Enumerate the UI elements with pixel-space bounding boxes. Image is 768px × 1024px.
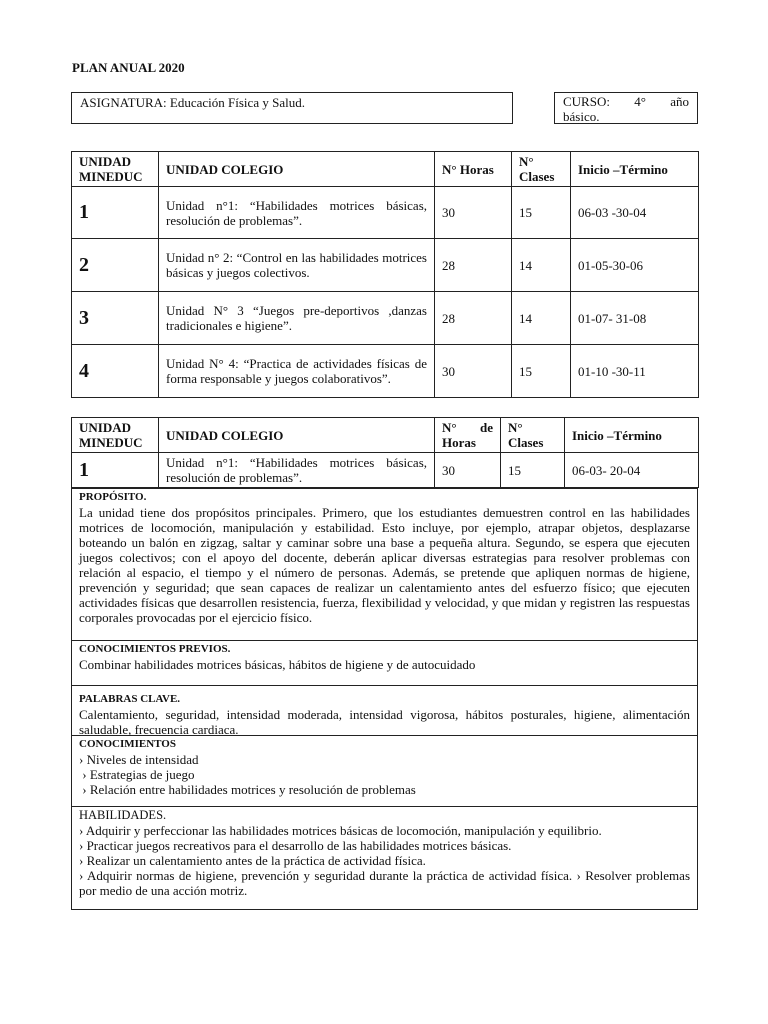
unit-dates: 01-05-30-06 — [571, 239, 699, 292]
curso-box — [554, 92, 698, 124]
proposito-text: La unidad tiene dos propósitos principales. Primero, que los estudiantes demuestren control en las habilidades motrices de locomoción, manipulación y estabilidad. Esto incluye, por ejemplo, atrapar objetos, desplazarse boteando un balón en zigzag, saltar y caminar sobre una base a pequeña altura. Segundo, se espera que ejecuten juegos colectivos; con el apoyo del docente, deberán aplicar diversas estrategias para resolver problemas con relación al espacio, el tiempo y el número de personas. Además, se pretende que apliquen normas de higiene, prevención y seguridad; que sean capaces de realizar un calentamiento antes del esfuerzo físico; que ejecuten actividades físicas que desarrollen resistencia, fuerza, flexibilidad y velocidad, y que midan y registren las respuestas corporales provocadas por el ejercicio físico. — [79, 505, 690, 625]
unit-dates: 01-07- 31-08 — [571, 292, 699, 345]
table-row — [72, 453, 699, 488]
unit-number: 3 — [72, 292, 159, 345]
header-clases: N° Clases — [501, 418, 565, 453]
unit-description: Unidad n°1: “Habilidades motrices básicas, resolución de problemas”. — [159, 187, 435, 239]
unit-classes: 15 — [512, 345, 571, 398]
unit-classes: 15 — [501, 453, 565, 488]
curso-year-word: año — [670, 94, 689, 109]
palabras-text: Calentamiento, seguridad, intensidad moderada, intensidad vigorosa, hábitos posturales, higiene, alimentación saludable, frecuencia cardiaca. — [79, 707, 690, 737]
unit-classes: 14 — [512, 239, 571, 292]
curso-line2: básico. — [563, 109, 600, 124]
unit-classes: 14 — [512, 292, 571, 345]
list-item: › Adquirir y perfeccionar las habilidades motrices básicas de locomoción, manipulación y equilibrio. — [79, 823, 602, 838]
header-clases: N° Clases — [512, 152, 571, 187]
palabras-section — [72, 686, 697, 736]
header-unidad-colegio: UNIDAD COLEGIO — [159, 418, 435, 453]
list-item: › Relación entre habilidades motrices y resolución de problemas — [79, 782, 416, 797]
unit-hours: 30 — [435, 187, 512, 239]
unit-hours: 30 — [435, 345, 512, 398]
header-unidad-mineduc: UNIDAD MINEDUC — [72, 152, 159, 187]
document-title: PLAN ANUAL 2020 — [72, 60, 185, 75]
units-table — [71, 151, 699, 398]
unit-number: 1 — [72, 453, 159, 488]
unit-description: Unidad N° 3 “Juegos pre-deportivos ,danzas tradicionales e higiene”. — [159, 292, 435, 345]
unit-description: Unidad n° 2: “Control en las habilidades motrices básicas y juegos colectivos. — [159, 239, 435, 292]
header-inicio-termino: Inicio –Término — [571, 152, 699, 187]
unit-description: Unidad n°1: “Habilidades motrices básicas, resolución de problemas”. — [159, 453, 435, 488]
unit-hours: 30 — [435, 453, 501, 488]
unit-description: Unidad N° 4: “Practica de actividades físicas de forma responsable y juegos colaborativos”. — [159, 345, 435, 398]
header-unidad-mineduc: UNIDAD MINEDUC — [72, 418, 159, 453]
list-item: › Niveles de intensidad — [79, 752, 199, 767]
header-horas: N° Horas — [435, 152, 512, 187]
unit-hours: 28 — [435, 292, 512, 345]
conocimientos-heading: CONOCIMIENTOS — [79, 738, 176, 750]
unit-number: 4 — [72, 345, 159, 398]
table-row — [72, 345, 699, 398]
unit-number: 1 — [72, 187, 159, 239]
habilidades-heading: HABILIDADES. — [79, 808, 167, 822]
list-item: › Practicar juegos recreativos para el desarrollo de las habilidades motrices básicas. — [79, 838, 512, 853]
palabras-heading: PALABRAS CLAVE. — [79, 693, 181, 705]
previos-section — [72, 641, 697, 686]
curso-grade: 4° — [634, 94, 646, 109]
table-row — [72, 292, 699, 345]
header-horas: N° de Horas — [435, 418, 501, 453]
list-item: › Realizar un calentamiento antes de la práctica de actividad física. — [79, 853, 426, 868]
unit-classes: 15 — [512, 187, 571, 239]
asignatura-box: ASIGNATURA: Educación Física y Salud. — [71, 92, 513, 124]
header-unidad-colegio: UNIDAD COLEGIO — [159, 152, 435, 187]
unit-dates: 06-03- 20-04 — [565, 453, 699, 488]
table-row — [72, 187, 699, 239]
unit-number: 2 — [72, 239, 159, 292]
previos-text: Combinar habilidades motrices básicas, hábitos de higiene y de autocuidado — [79, 657, 476, 672]
habilidades-section — [72, 807, 697, 909]
unit1-table — [71, 417, 699, 488]
list-item: › Adquirir normas de higiene, prevención y seguridad durante la práctica de actividad física. › Resolver problemas por medio de una acción motriz. — [79, 868, 690, 898]
previos-heading: CONOCIMIENTOS PREVIOS. — [79, 643, 231, 655]
table-row — [72, 239, 699, 292]
proposito-heading: PROPÓSITO. — [79, 491, 147, 503]
unit-dates: 06-03 -30-04 — [571, 187, 699, 239]
curso-label: CURSO: — [563, 94, 610, 109]
proposito-section — [72, 489, 697, 641]
unit-detail-box — [71, 488, 698, 910]
list-item: › Estrategias de juego — [79, 767, 195, 782]
unit-hours: 28 — [435, 239, 512, 292]
conocimientos-section — [72, 736, 697, 807]
unit-dates: 01-10 -30-11 — [571, 345, 699, 398]
header-inicio-termino: Inicio –Término — [565, 418, 699, 453]
